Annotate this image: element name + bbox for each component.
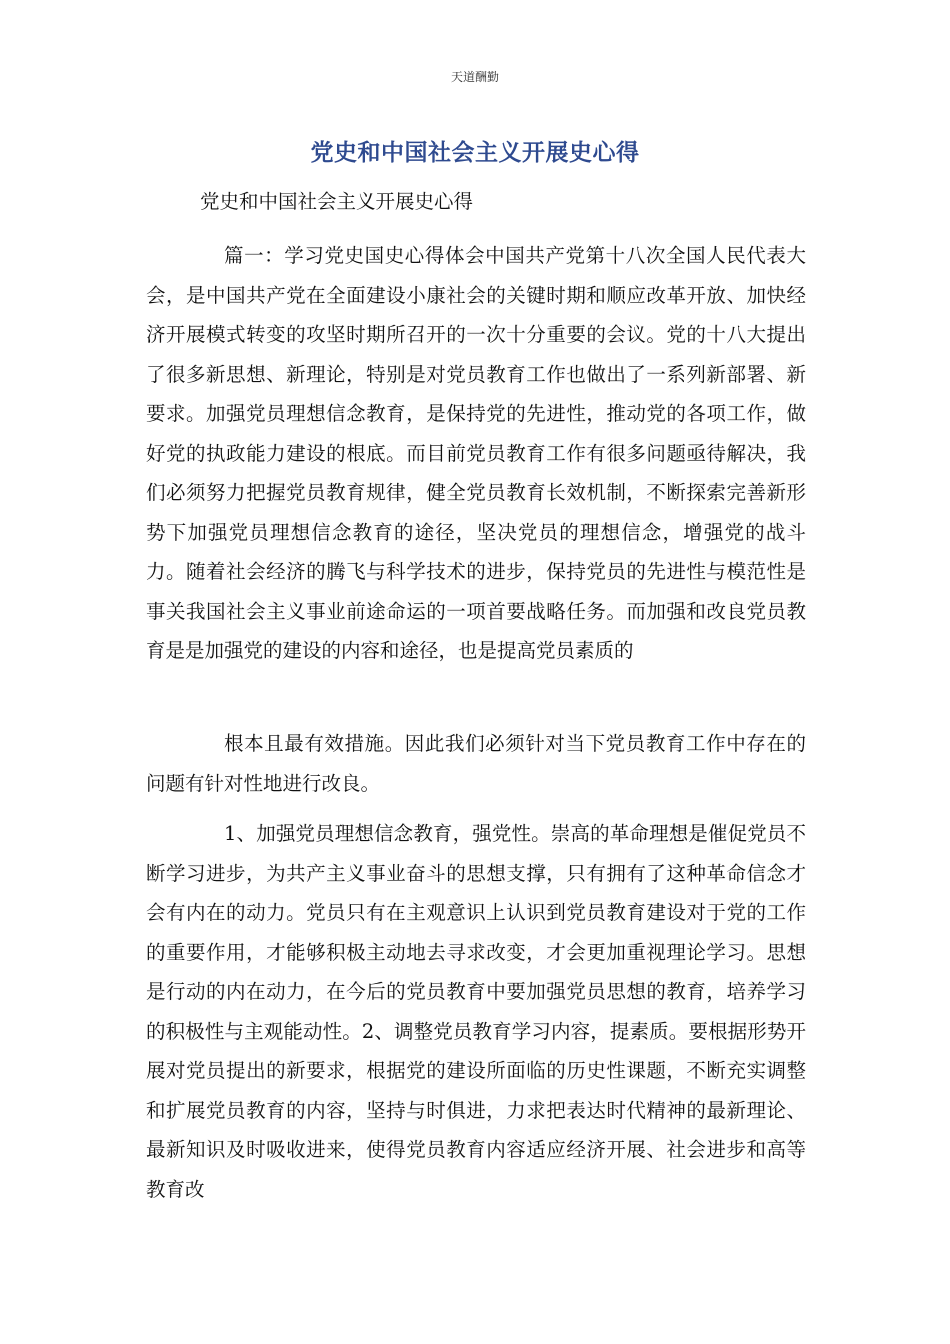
paragraph-3: 1、加强党员理想信念教育，强党性。崇高的革命理想是催促党员不断学习进步，为共产主义事业奋斗的思想支撑，只有拥有了这种革命信念才会有内在的动力。党员只有在主观意识上认识到党员教育建设对于党的工作的重要作用，才能够积极主动地去寻求改变，才会更加重视理论学习。思想是行动的内在动力，在今后的党员教育中要加强党员思想的教育，培养学习的积极性与主观能动性。2、调整党员教育学习内容，提素质。要根据形势开展对党员提出的新要求，根据党的建设所面临的历史性课题，不断充实调整和扩展党员教育的内容，坚持与时俱进，力求把表达时代精神的最新理论、最新知识及时吸收进来，使得党员教育内容适应经济开展、社会进步和高等教育改 <box>146 822 806 1201</box>
document-title: 党史和中国社会主义开展史心得 <box>310 140 640 166</box>
header-motto: 天道酬勤 <box>450 70 499 84</box>
paragraph-1: 篇一：学习党史国史心得体会中国共产党第十八次全国人民代表大会，是中国共产党在全面建设小康社会的关键时期和顺应改革开放、加快经济开展模式转变的攻坚时期所召开的一次十分重要的会议。党的十八大提出了很多新思想、新理论，特别是对党员教育工作也做出了一系列新部署、新要求。加强党员理想信念教育，是保持党的先进性，推动党的各项工作，做好党的执政能力建设的根底。而目前党员教育工作有很多问题亟待解决，我们必须努力把握党员教育规律，健全党员教育长效机制，不断探索完善新形势下加强党员理想信念教育的途径，坚决党员的理想信念，增强党的战斗力。随着社会经济的腾飞与科学技术的进步，保持党员的先进性与模范性是事关我国社会主义事业前途命运的一项首要战略任务。而加强和改良党员教育是是加强党的建设的内容和途径，也是提高党员素质的 <box>146 244 806 662</box>
paragraph-2: 根本且最有效措施。因此我们必须针对当下党员教育工作中存在的问题有针对性地进行改良。 <box>146 732 806 795</box>
document-subtitle: 党史和中国社会主义开展史心得 <box>200 190 474 213</box>
